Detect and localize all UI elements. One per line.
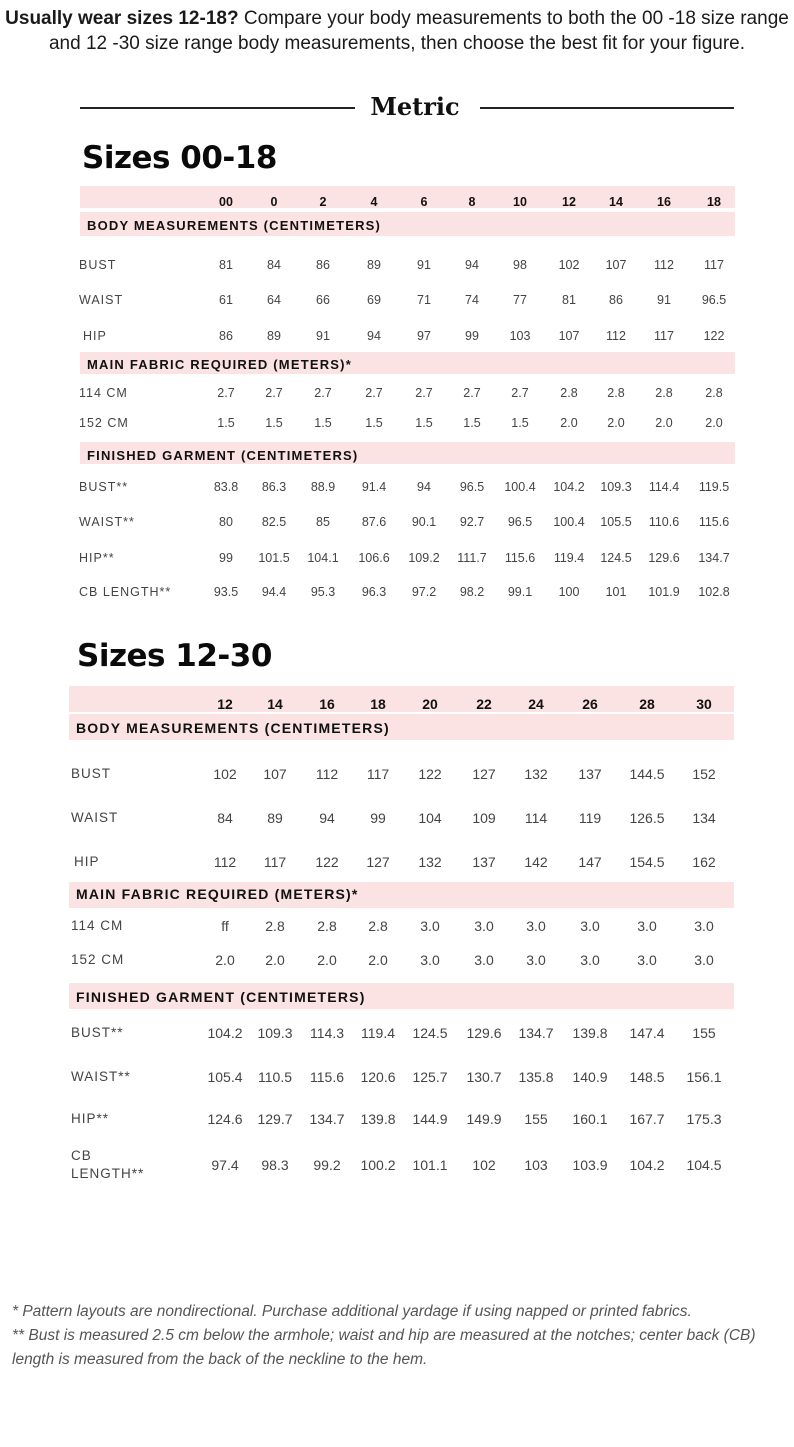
table-cell: 2.0 xyxy=(317,952,337,968)
row-label: HIP** xyxy=(71,1111,110,1126)
size-header-cell: 18 xyxy=(707,195,721,209)
table-cell: 137 xyxy=(578,766,602,782)
table-cell: 3.0 xyxy=(420,918,440,934)
table-cell: 119.4 xyxy=(553,551,585,565)
table-cell: 103 xyxy=(524,1157,548,1173)
table-cell: 129.6 xyxy=(648,551,680,565)
table-cell: 90.1 xyxy=(411,515,437,529)
table-cell: 115.6 xyxy=(504,551,536,565)
table-cell: 96.5 xyxy=(459,480,485,494)
table-cell: 66 xyxy=(316,293,330,307)
section-title: Sizes 00-18 xyxy=(82,140,277,176)
table-cell: 2.0 xyxy=(607,416,625,430)
table-cell: 91 xyxy=(657,293,671,307)
table-cell: 119.5 xyxy=(698,480,730,494)
table-cell: 2.0 xyxy=(265,952,285,968)
table-cell: 99.1 xyxy=(507,585,533,599)
table-cell: 96.5 xyxy=(507,515,533,529)
table-cell: 88.9 xyxy=(310,480,336,494)
table-cell: 102.8 xyxy=(698,585,730,599)
table-cell: 2.8 xyxy=(560,386,578,400)
table-cell: 127 xyxy=(366,854,390,870)
table-cell: 3.0 xyxy=(474,918,494,934)
table-cell: 127 xyxy=(472,766,496,782)
table-cell: 86.3 xyxy=(261,480,287,494)
table-cell: 94 xyxy=(319,810,335,826)
size-header-cell: 14 xyxy=(609,195,623,209)
table-cell: 97 xyxy=(417,329,431,343)
table-cell: 110.6 xyxy=(648,515,680,529)
table-cell: 140.9 xyxy=(572,1069,608,1085)
size-header-cell: 22 xyxy=(476,696,492,712)
table-cell: 114.3 xyxy=(310,1025,344,1041)
table-cell: 2.7 xyxy=(365,386,383,400)
table-cell: 167.7 xyxy=(629,1111,665,1127)
size-header-cell: 8 xyxy=(468,195,476,209)
table-cell: 147 xyxy=(578,854,602,870)
size-header-cell: 28 xyxy=(639,696,655,712)
row-label: WAIST xyxy=(79,293,124,307)
table-cell: 2.7 xyxy=(511,386,529,400)
table-cell: 2.7 xyxy=(463,386,481,400)
table-cell: 3.0 xyxy=(420,952,440,968)
divider-left xyxy=(80,107,355,109)
metric-heading: Metric xyxy=(370,92,460,121)
table-cell: 97.2 xyxy=(411,585,437,599)
table-cell: 119.4 xyxy=(361,1025,395,1041)
table-cell: 134 xyxy=(692,810,716,826)
row-label: HIP xyxy=(74,854,100,869)
table-cell: 122 xyxy=(418,766,442,782)
table-cell: 84 xyxy=(217,810,233,826)
table-cell: 155 xyxy=(524,1111,548,1127)
table-cell: 156.1 xyxy=(686,1069,722,1085)
row-label: 152 CM xyxy=(79,416,129,430)
table-cell: 81 xyxy=(562,293,576,307)
table-cell: 1.5 xyxy=(217,416,235,430)
table-cell: 2.7 xyxy=(265,386,283,400)
table-cell: 1.5 xyxy=(265,416,283,430)
intro-question: Usually wear sizes 12-18? xyxy=(5,8,239,29)
table-cell: 101.1 xyxy=(412,1157,448,1173)
table-cell: 3.0 xyxy=(637,952,657,968)
size-header-cell: 20 xyxy=(422,696,438,712)
intro-text xyxy=(0,6,794,56)
table-cell: 2.7 xyxy=(217,386,235,400)
table-cell: 69 xyxy=(367,293,381,307)
group-label: FINISHED GARMENT (CENTIMETERS) xyxy=(76,989,366,1005)
table-cell: 80 xyxy=(219,515,233,529)
size-header-cell: 16 xyxy=(319,696,335,712)
table-cell: 117 xyxy=(263,854,287,870)
table-cell: 3.0 xyxy=(694,918,714,934)
table-cell: 94 xyxy=(367,329,381,343)
table-cell: 114 xyxy=(524,810,548,826)
table-cell: 100.4 xyxy=(553,515,585,529)
table-cell: 104.5 xyxy=(686,1157,722,1173)
size-header-cell: 6 xyxy=(420,195,428,209)
table-cell: 112 xyxy=(606,329,626,343)
table-cell: 104.2 xyxy=(553,480,585,494)
table-cell: 99 xyxy=(465,329,479,343)
table-cell: 2.7 xyxy=(415,386,433,400)
row-label: BUST xyxy=(71,766,112,781)
group-label: FINISHED GARMENT (CENTIMETERS) xyxy=(87,448,359,463)
table-cell: 91 xyxy=(417,258,431,272)
table-cell: 89 xyxy=(267,810,283,826)
table-cell: 86 xyxy=(219,329,233,343)
size-header-cell: 16 xyxy=(657,195,671,209)
table-cell: 86 xyxy=(609,293,623,307)
row-label: 152 CM xyxy=(71,952,125,967)
group-label: BODY MEASUREMENTS (CENTIMETERS) xyxy=(87,218,382,233)
table-cell: 102 xyxy=(558,258,580,272)
size-header-cell: 24 xyxy=(528,696,544,712)
table-cell: 2.0 xyxy=(368,952,388,968)
table-cell: 112 xyxy=(213,854,237,870)
table-cell: 3.0 xyxy=(580,918,600,934)
table-cell: 99 xyxy=(219,551,233,565)
table-cell: 103.9 xyxy=(572,1157,608,1173)
row-label: CB LENGTH** xyxy=(79,585,172,599)
table-cell: 100 xyxy=(558,585,580,599)
intro-body: Compare your body measurements to both the 00 -18 size range and 12 -30 size range body measurements, then choose the best fit for your figure. xyxy=(48,8,789,54)
table-cell: 109.2 xyxy=(408,551,440,565)
table-cell: 97.4 xyxy=(211,1157,239,1173)
table-cell: 3.0 xyxy=(637,918,657,934)
table-cell: 134.7 xyxy=(698,551,730,565)
table-cell: 109.3 xyxy=(600,480,632,494)
size-header-cell: 30 xyxy=(696,696,712,712)
table-cell: 3.0 xyxy=(526,918,546,934)
table-cell: 99.2 xyxy=(313,1157,341,1173)
group-label: MAIN FABRIC REQUIRED (METERS)* xyxy=(76,886,359,902)
table-cell: 132 xyxy=(524,766,548,782)
row-label: HIP xyxy=(83,329,107,343)
table-cell: 154.5 xyxy=(629,854,665,870)
table-cell: 110.5 xyxy=(258,1069,292,1085)
table-cell: 117 xyxy=(366,766,390,782)
table-cell: 130.7 xyxy=(466,1069,502,1085)
table-cell: 2.8 xyxy=(655,386,673,400)
size-header-cell: 18 xyxy=(370,696,386,712)
table-cell: 2.8 xyxy=(368,918,388,934)
table-cell: 85 xyxy=(316,515,330,529)
table-cell: 2.7 xyxy=(314,386,332,400)
table-cell: 109 xyxy=(472,810,496,826)
table-cell: 115.6 xyxy=(698,515,730,529)
table-cell: 129.6 xyxy=(466,1025,502,1041)
table-cell: 162 xyxy=(692,854,716,870)
table-cell: 105.4 xyxy=(207,1069,243,1085)
section-title: Sizes 12-30 xyxy=(77,638,272,674)
row-label: BUST xyxy=(79,258,117,272)
size-header-cell: 2 xyxy=(319,195,327,209)
footnotes xyxy=(12,1300,787,1372)
table-cell: 144.5 xyxy=(629,766,665,782)
footnote-measurement-method: ** Bust is measured 2.5 cm below the armhole; waist and hip are measured at the notches; center back (CB) length is measured from the back of the neckline to the hem. xyxy=(12,1327,756,1368)
table-cell: 100.2 xyxy=(360,1157,396,1173)
table-cell: 115.6 xyxy=(310,1069,344,1085)
table-cell: 3.0 xyxy=(474,952,494,968)
table-cell: 104.1 xyxy=(307,551,339,565)
table-cell: 114.4 xyxy=(648,480,680,494)
table-cell: 89 xyxy=(267,329,281,343)
table-cell: 111.7 xyxy=(457,551,487,565)
table-cell: 175.3 xyxy=(686,1111,722,1127)
size-header-cell: 0 xyxy=(270,195,278,209)
table-cell: 117 xyxy=(654,329,674,343)
table-cell: 2.8 xyxy=(265,918,285,934)
table-cell: 93.5 xyxy=(213,585,239,599)
group-label: BODY MEASUREMENTS (CENTIMETERS) xyxy=(76,720,390,736)
table-cell: 74 xyxy=(465,293,479,307)
table-cell: 86 xyxy=(316,258,330,272)
table-cell: 117 xyxy=(704,258,724,272)
divider-right xyxy=(480,107,734,109)
table-cell: 2.0 xyxy=(215,952,235,968)
table-cell: 81 xyxy=(219,258,233,272)
table-cell: 3.0 xyxy=(694,952,714,968)
table-cell: 64 xyxy=(267,293,281,307)
table-cell: 96.5 xyxy=(701,293,727,307)
table-cell: 106.6 xyxy=(358,551,390,565)
table-cell: 148.5 xyxy=(629,1069,665,1085)
table-cell: 149.9 xyxy=(466,1111,502,1127)
table-cell: 132 xyxy=(418,854,442,870)
size-header-cell: 10 xyxy=(513,195,527,209)
table-cell: 126.5 xyxy=(629,810,665,826)
table-cell: 2.8 xyxy=(705,386,723,400)
table-cell: 101.9 xyxy=(648,585,680,599)
table-cell: 120.6 xyxy=(360,1069,396,1085)
row-label: WAIST xyxy=(71,810,119,825)
table-cell: 107 xyxy=(605,258,627,272)
table-cell: 2.0 xyxy=(705,416,723,430)
table-cell: 134.7 xyxy=(518,1025,554,1041)
table-cell: 102 xyxy=(472,1157,496,1173)
row-label: CB LENGTH** xyxy=(71,1148,145,1181)
table-cell: 124.6 xyxy=(207,1111,243,1127)
table-cell: 98 xyxy=(513,258,527,272)
table-cell: 135.8 xyxy=(518,1069,554,1085)
table-cell: 144.9 xyxy=(412,1111,448,1127)
size-header-band xyxy=(69,686,734,712)
table-cell: 84 xyxy=(267,258,281,272)
table-cell: 98.2 xyxy=(459,585,485,599)
table-cell: 139.8 xyxy=(572,1025,608,1041)
table-cell: 137 xyxy=(472,854,496,870)
table-cell: 2.8 xyxy=(317,918,337,934)
size-header-cell: 00 xyxy=(219,195,233,209)
table-cell: ff xyxy=(221,918,229,934)
table-cell: 101 xyxy=(605,585,627,599)
table-cell: 3.0 xyxy=(526,952,546,968)
table-cell: 1.5 xyxy=(415,416,433,430)
footnote-pattern-layouts: * Pattern layouts are nondirectional. Purchase additional yardage if using napped or printed fabrics. xyxy=(12,1303,692,1320)
row-label: 114 CM xyxy=(79,386,128,400)
table-cell: 152 xyxy=(692,766,716,782)
row-label: BUST** xyxy=(79,480,129,494)
table-cell: 1.5 xyxy=(314,416,332,430)
table-cell: 124.5 xyxy=(600,551,632,565)
table-cell: 61 xyxy=(219,293,233,307)
table-cell: 89 xyxy=(367,258,381,272)
table-cell: 100.4 xyxy=(504,480,536,494)
row-label: HIP** xyxy=(79,551,115,565)
table-cell: 107 xyxy=(558,329,580,343)
row-label: 114 CM xyxy=(71,918,124,933)
table-cell: 91.4 xyxy=(361,480,387,494)
table-cell: 99 xyxy=(370,810,386,826)
table-cell: 91 xyxy=(316,329,330,343)
table-cell: 92.7 xyxy=(459,515,485,529)
table-cell: 94.4 xyxy=(261,585,287,599)
table-cell: 124.5 xyxy=(412,1025,448,1041)
size-header-cell: 12 xyxy=(217,696,233,712)
table-cell: 109.3 xyxy=(257,1025,293,1041)
table-cell: 142 xyxy=(524,854,548,870)
table-cell: 119 xyxy=(578,810,602,826)
table-cell: 95.3 xyxy=(310,585,336,599)
table-cell: 112 xyxy=(654,258,674,272)
table-cell: 2.0 xyxy=(560,416,578,430)
table-cell: 82.5 xyxy=(261,515,287,529)
size-header-band xyxy=(80,186,735,208)
table-cell: 103 xyxy=(509,329,531,343)
table-cell: 1.5 xyxy=(365,416,383,430)
table-cell: 147.4 xyxy=(629,1025,665,1041)
size-header-cell: 14 xyxy=(267,696,283,712)
table-cell: 129.7 xyxy=(257,1111,293,1127)
table-cell: 112 xyxy=(315,766,339,782)
row-label: BUST** xyxy=(71,1025,124,1040)
table-cell: 134.7 xyxy=(309,1111,345,1127)
table-cell: 2.8 xyxy=(607,386,625,400)
table-cell: 83.8 xyxy=(213,480,239,494)
table-cell: 77 xyxy=(513,293,527,307)
group-label: MAIN FABRIC REQUIRED (METERS)* xyxy=(87,357,352,372)
table-cell: 2.0 xyxy=(655,416,673,430)
table-cell: 139.8 xyxy=(360,1111,396,1127)
table-cell: 122 xyxy=(315,854,339,870)
row-label: WAIST** xyxy=(79,515,135,529)
table-cell: 122 xyxy=(703,329,725,343)
size-header-cell: 4 xyxy=(370,195,378,209)
table-cell: 1.5 xyxy=(463,416,481,430)
size-header-cell: 26 xyxy=(582,696,598,712)
table-cell: 155 xyxy=(692,1025,716,1041)
table-cell: 105.5 xyxy=(600,515,632,529)
table-cell: 104 xyxy=(418,810,442,826)
table-cell: 98.3 xyxy=(261,1157,289,1173)
table-cell: 101.5 xyxy=(258,551,290,565)
table-cell: 1.5 xyxy=(511,416,529,430)
table-cell: 3.0 xyxy=(580,952,600,968)
table-cell: 87.6 xyxy=(361,515,387,529)
table-cell: 71 xyxy=(417,293,431,307)
table-cell: 104.2 xyxy=(207,1025,243,1041)
row-label: WAIST** xyxy=(71,1069,131,1084)
table-cell: 102 xyxy=(213,766,237,782)
table-cell: 125.7 xyxy=(412,1069,448,1085)
table-cell: 160.1 xyxy=(572,1111,608,1127)
table-cell: 104.2 xyxy=(629,1157,665,1173)
table-cell: 107 xyxy=(263,766,287,782)
size-header-cell: 12 xyxy=(562,195,576,209)
table-cell: 96.3 xyxy=(361,585,387,599)
table-cell: 94 xyxy=(417,480,431,494)
table-cell: 94 xyxy=(465,258,479,272)
